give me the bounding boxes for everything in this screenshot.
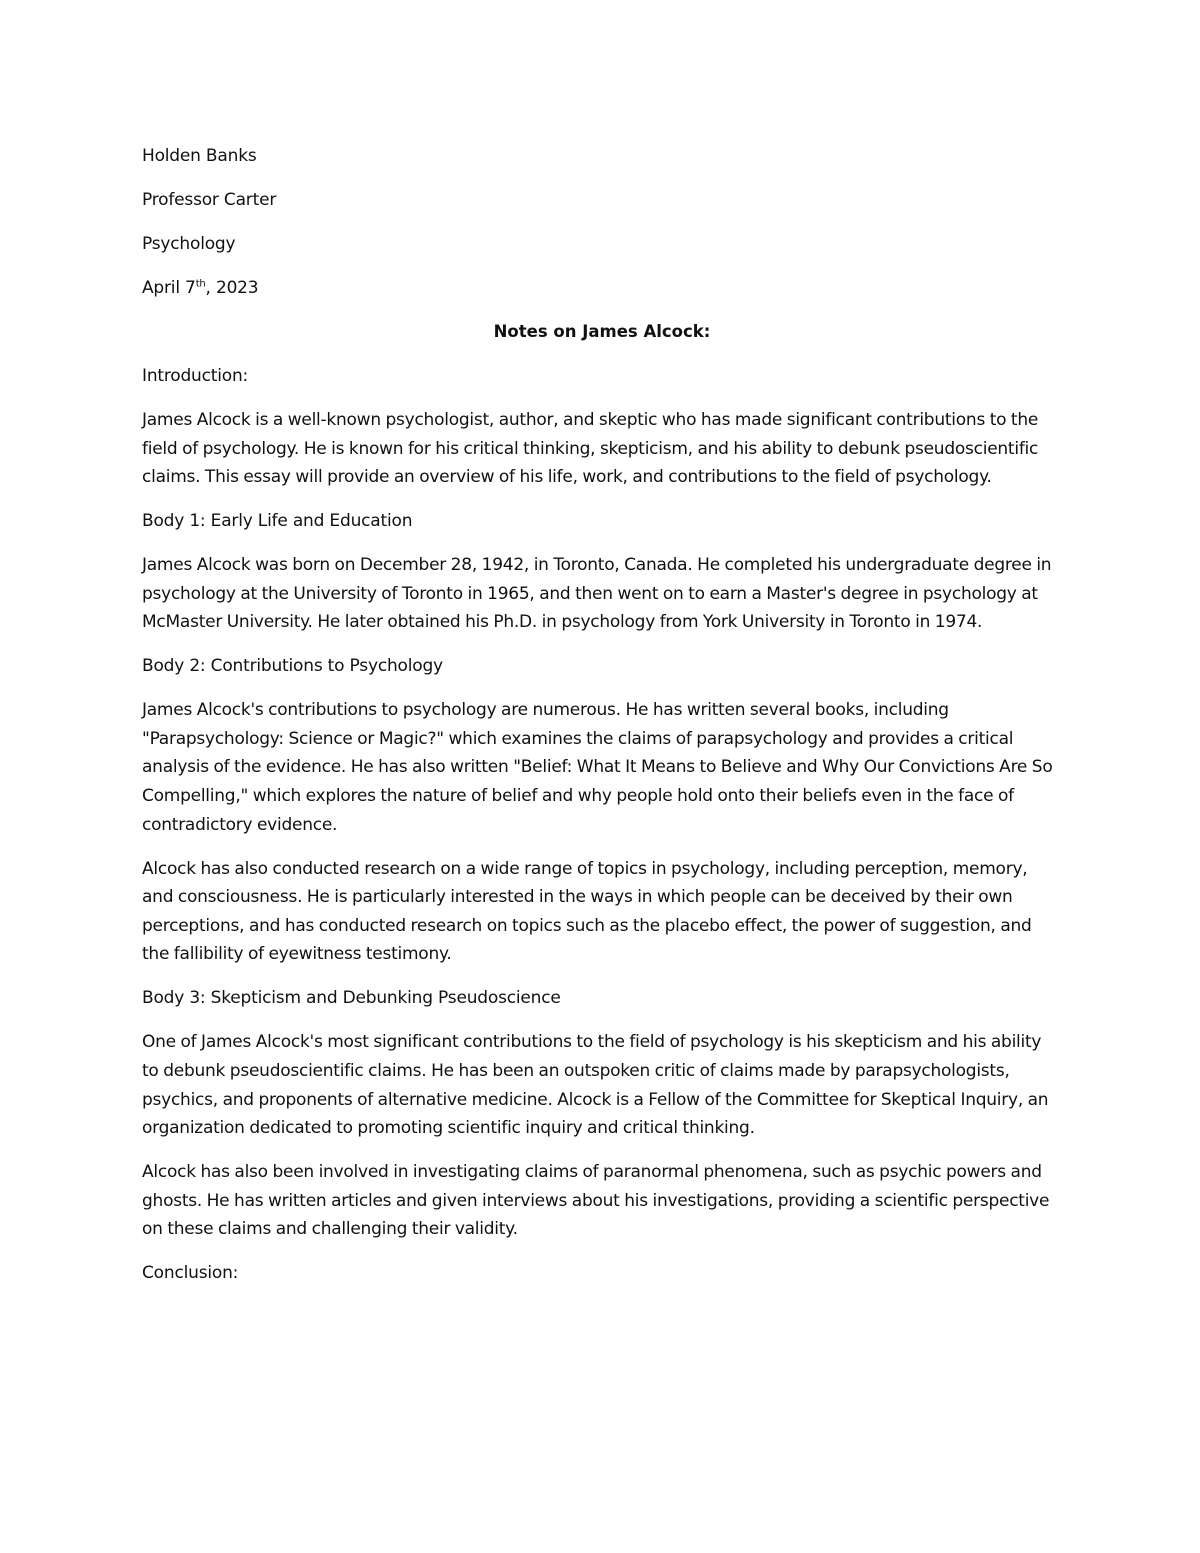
intro-paragraph: James Alcock is a well-known psychologist, author, and skeptic who has made significant contributions to the field of psychology. He is known for his critical thinking, skepticism, and his ability to debunk pseudoscientific claims. This essay will provide an overview of his life, work, and contributions to the field of psychology. [142,409,1039,488]
author-name: Holden Banks [142,146,257,166]
body1-heading: Body 1: Early Life and Education [142,511,413,532]
document-date [142,274,1062,303]
intro-heading: Introduction: [142,365,249,386]
date-month-day: April 7 [142,277,196,298]
body3-paragraph-1: One of James Alcock's most significant contributions to the field of psychology is his skepticism and his ability to debunk pseudoscientific claims. He has been an outspoken critic of claims made by parapsychologists, psychics, and proponents of alternative medicine. Alcock is a Fellow of the Committee for Skeptical Inquiry, an organization dedicated to promoting scientific inquiry and critical thinking. [142,1032,1049,1139]
body2-paragraph-2: Alcock has also conducted research on a wide range of topics in psychology, including perception, memory, and consciousness. He is particularly interested in the ways in which people can be deceived by their own perceptions, and has conducted research on topics such as the placebo effect, the power of suggestion, and the fallibility of eyewitness testimony. [142,858,1032,965]
body3-paragraph-2: Alcock has also been involved in investigating claims of paranormal phenomena, such as psychic powers and ghosts. He has written articles and given interviews about his investigations, providing a scientific perspective on these claims and challenging their validity. [142,1162,1050,1240]
document-title: Notes on James Alcock: [493,321,711,341]
course-name: Psychology [142,233,236,254]
document-page [142,142,1062,1303]
body1-paragraph: James Alcock was born on December 28, 1942, in Toronto, Canada. He completed his undergraduate degree in psychology at the University of Toronto in 1965, and then went on to earn a Master's degree in psychology at McMaster University. He later obtained his Ph.D. in psychology from York University in Toronto in 1974. [142,555,1052,633]
conclusion-heading: Conclusion: [142,1263,239,1284]
body3-heading: Body 3: Skepticism and Debunking Pseudoscience [142,988,561,1009]
date-year: , 2023 [205,277,259,298]
date-suffix: th [195,278,206,290]
professor-name: Professor Carter [142,189,277,210]
body2-heading: Body 2: Contributions to Psychology [142,656,443,677]
body2-paragraph-1: James Alcock's contributions to psychology are numerous. He has written several books, including "Parapsychology: Science or Magic?" which examines the claims of parapsychology and provides a critical analysis of the evidence. He has also written "Belief: What It Means to Believe and Why Our Convictions Are So Compelling," which explores the nature of belief and why people hold onto their beliefs even in the face of contradictory evidence. [142,700,1053,835]
